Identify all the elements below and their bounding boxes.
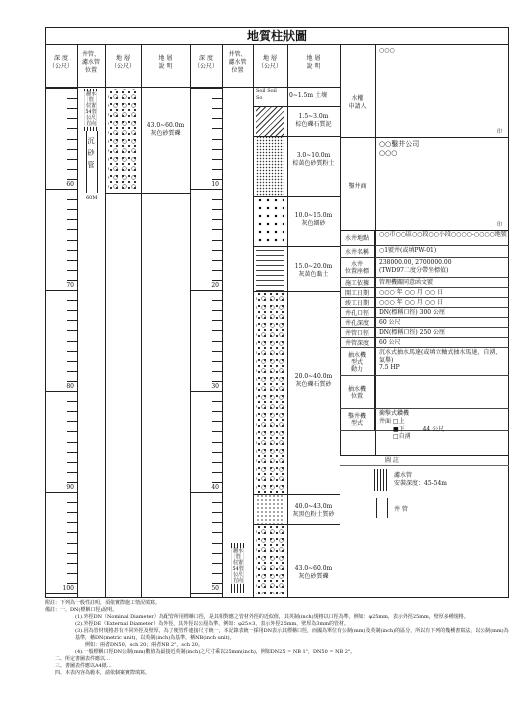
info-row-label: 鑿井機 型式 — [340, 409, 375, 431]
depth-tick — [212, 512, 222, 513]
depth-tick — [67, 472, 77, 473]
depth-tick — [190, 391, 222, 392]
depth-tick — [67, 300, 77, 301]
depth-tick — [67, 482, 77, 483]
depth-tick — [67, 512, 77, 513]
layer-boundary — [253, 246, 340, 247]
header-layer-2: 地 層 （公尺） — [257, 55, 282, 70]
depth-tick — [67, 98, 77, 99]
depth-tick-label: 20 — [211, 282, 219, 289]
depth-tick — [212, 169, 222, 170]
footer-notes — [45, 600, 509, 677]
depth-tick-label: 40 — [211, 484, 219, 491]
pump-option-artesian: □自湧 — [393, 433, 411, 440]
depth-tick — [45, 290, 77, 291]
footer-line: 四、本表內容為範本，請依個案實際填寫。 — [55, 670, 151, 676]
depth-tick — [212, 250, 222, 251]
lithology-silt — [256, 136, 284, 196]
depth-tick — [67, 371, 77, 372]
layer-desc-8 — [287, 565, 340, 580]
info-row — [340, 278, 509, 288]
depth-tick — [190, 593, 222, 594]
applicant-value: ○○○ — [379, 47, 395, 54]
depth-tick — [212, 522, 222, 523]
pump-option-up: 井面 □上 — [379, 418, 405, 425]
depth-tick — [67, 421, 77, 422]
depth-tick — [190, 88, 222, 89]
depth-tick — [67, 108, 77, 109]
depth-scale-left — [45, 88, 77, 593]
depth-tick — [67, 320, 77, 321]
info-row — [340, 246, 509, 258]
footer-line: 備註：一、DN(標稱口徑)說明。 — [45, 607, 118, 613]
col-line — [253, 45, 254, 598]
depth-tick — [190, 290, 222, 291]
depth-tick — [67, 330, 77, 331]
depth-tick — [212, 361, 222, 362]
driller-seal: 印 — [497, 222, 503, 228]
depth-tick — [212, 199, 222, 200]
layer-boundary — [253, 196, 340, 197]
lithology-silty-sand — [256, 494, 284, 524]
depth-tick — [67, 139, 77, 140]
legend-screen-label: 濾水管 安裝深度：45-54m — [394, 472, 447, 487]
depth-tick — [67, 169, 77, 170]
info-row-value: 管理機關同意函文號 — [379, 279, 434, 286]
depth-tick — [212, 179, 222, 180]
depth-tick — [67, 149, 77, 150]
layer-desc-5 — [287, 263, 340, 278]
sand-pipe-label: 沉 砂 管 — [87, 137, 95, 169]
depth-tick-label: 100 — [62, 585, 74, 592]
depth-tick — [67, 522, 77, 523]
depth-tick-label: 50 — [211, 585, 219, 592]
depth-tick — [212, 341, 222, 342]
depth-tick — [67, 502, 77, 503]
info-row — [340, 338, 509, 348]
info-row-value: 60 公尺 — [379, 339, 401, 346]
layer-range: 10.0~15.0m — [294, 212, 333, 219]
form-title: 地質柱狀圖 — [45, 27, 509, 45]
depth-tick — [67, 128, 77, 129]
legend-pipe-icon — [376, 498, 388, 518]
depth-tick — [67, 351, 77, 352]
pump-position-values — [379, 418, 444, 441]
depth-tick — [67, 219, 77, 220]
layer-desc-3 — [287, 152, 340, 167]
layer-desc-6 — [287, 373, 340, 388]
info-row-label: 開工日期 — [340, 288, 375, 298]
depth-tick — [212, 240, 222, 241]
screen-pipe-label-mid: 濾水 管 位置 54管 公尺 方向 — [229, 548, 247, 584]
layer-text: 灰色礫石質砂 — [295, 380, 332, 388]
depth-tick — [212, 330, 222, 331]
footer-line: (4).一般標稱口徑DN公制(mm)數值為最接近英制(inch)之尺寸乘以25mm(inch)，例如DN25 = NB 1"，DN50 = NB 2"。 — [75, 649, 356, 655]
depth-tick — [67, 583, 77, 584]
layer-range: 43.0~60.0m — [294, 565, 333, 572]
info-row — [340, 258, 509, 278]
layer-text: 灰黑色粉土質砂 — [292, 510, 335, 518]
depth-tick — [67, 462, 77, 463]
footer-line: 例如：兩者DN50，sch 20；兩者NB 2"，sch 20。 — [85, 642, 203, 648]
info-row-label: 水井地點 — [340, 230, 375, 246]
col-line — [105, 45, 106, 598]
layer-boundary — [253, 136, 340, 137]
depth-tick — [67, 209, 77, 210]
info-row-label: 井管深度 — [340, 338, 375, 348]
layer-desc-1 — [289, 92, 339, 100]
depth-scale-mid — [190, 88, 222, 593]
info-row-value: 衝擊式鑽機 — [379, 410, 410, 417]
depth-tick — [67, 411, 77, 412]
header-layer: 地 層 （公尺） — [110, 55, 135, 70]
info-row-value: ○○○ 年 ○○ 月 ○○ 日 — [379, 289, 444, 296]
depth-tick — [212, 482, 222, 483]
depth-tick — [212, 472, 222, 473]
legend-top — [340, 455, 509, 456]
layer-range: 1.5~3.0m — [298, 113, 329, 120]
depth-tick — [67, 553, 77, 554]
info-row-value: 238000.00, 2700000.00 (TWD97二度分帶坐標值) — [379, 259, 452, 274]
lithology-gravelly-sand — [256, 291, 284, 494]
depth-tick — [67, 118, 77, 119]
footer-line: 二、所定書圖表件應以… — [55, 656, 111, 662]
soil-label: Soil — [256, 88, 266, 94]
depth-tick — [212, 431, 222, 432]
depth-tick — [67, 431, 77, 432]
depth-tick — [212, 401, 222, 402]
info-row — [340, 230, 509, 246]
lithology-soil — [256, 88, 284, 106]
depth-tick — [67, 280, 77, 281]
legend-screen-icon — [374, 469, 388, 491]
depth-tick — [212, 280, 222, 281]
depth-tick — [212, 300, 222, 301]
info-row-value: ○1號井(或填PW-01) — [379, 247, 437, 254]
depth-tick — [212, 452, 222, 453]
depth-tick — [212, 532, 222, 533]
depth-tick — [67, 270, 77, 271]
header-depth: 深 度 （公尺） — [48, 55, 73, 70]
info-divider — [340, 137, 375, 138]
header-well-position-2: 井管、 濾水管 位置 — [228, 51, 247, 74]
driller-value: ○○鑿井公司 ○○○ — [379, 140, 420, 157]
layer-desc-7 — [287, 503, 340, 518]
depth-tick — [212, 421, 222, 422]
info-divider — [375, 137, 509, 138]
depth-tick — [67, 260, 77, 261]
info-row-label: 井孔深度 — [340, 318, 375, 328]
depth-tick — [45, 593, 77, 594]
depth-tick — [212, 209, 222, 210]
info-row — [340, 328, 509, 338]
pump-depth: 44 公尺 — [422, 425, 445, 433]
depth-tick — [67, 229, 77, 230]
depth-tick — [67, 240, 77, 241]
layer-boundary — [253, 524, 340, 525]
depth-tick — [190, 189, 222, 190]
depth-tick — [67, 401, 77, 402]
info-row — [340, 298, 509, 308]
layer-boundary — [105, 193, 190, 194]
screen-pipe-label: 濾水 管 位置 54管 公尺 方向 — [85, 91, 97, 127]
depth-tick — [45, 492, 77, 493]
lithology-sandy-gravel — [256, 524, 284, 594]
depth-tick — [212, 108, 222, 109]
depth-tick — [212, 149, 222, 150]
info-row — [340, 308, 509, 318]
depth-tick — [212, 351, 222, 352]
soil-label: So — [256, 95, 263, 101]
layer-range: 40.0~43.0m — [294, 503, 333, 510]
legend-title: 圖 註 — [385, 457, 399, 464]
lithology-clay — [256, 246, 284, 291]
info-row-value: DN(標稱口徑) 250 公厘 — [379, 329, 446, 336]
info-row — [340, 318, 509, 328]
depth-tick-label: 10 — [211, 181, 219, 188]
info-row-value: ○○市○○區○○段○○小段○○○○-○○○○地號 — [379, 231, 507, 238]
info-row — [340, 288, 509, 298]
depth-tick — [45, 391, 77, 392]
depth-tick-label: 60 — [66, 181, 74, 188]
info-row — [340, 348, 509, 376]
depth-tick — [67, 341, 77, 342]
depth-tick — [67, 310, 77, 311]
info-row-label: 竣工日期 — [340, 298, 375, 308]
info-row — [340, 376, 509, 409]
pump-option-down: ■下 — [393, 425, 405, 433]
depth-tick — [212, 159, 222, 160]
info-row-label: 抽水機 位置 — [340, 376, 375, 409]
depth-tick — [212, 381, 222, 382]
layer-text: 土壤 — [315, 92, 328, 99]
header-well-position: 井管、 濾水管 位置 — [81, 51, 100, 74]
depth-tick — [212, 462, 222, 463]
depth-tick-label: 70 — [66, 282, 74, 289]
depth-tick — [212, 411, 222, 412]
info-row-label: 施工依據 — [340, 278, 375, 288]
col-line — [222, 45, 223, 598]
depth-tick — [212, 310, 222, 311]
info-row-label: 抽水機 型式 動力 — [340, 348, 375, 376]
layer-text: 棕色礫石質泥 — [295, 120, 332, 128]
layer-boundary — [253, 106, 340, 107]
depth-tick — [212, 543, 222, 544]
depth-tick — [212, 260, 222, 261]
info-row-label: 井孔口徑 — [340, 308, 375, 318]
depth-tick — [212, 563, 222, 564]
info-row-label: 水井 位置座標 — [340, 258, 375, 278]
info-row-value: ○○○ 年 ○○ 月 ○○ 日 — [379, 299, 444, 306]
depth-tick — [212, 553, 222, 554]
depth-tick — [212, 219, 222, 220]
applicant-seal: 印 — [497, 129, 503, 135]
depth-tick — [190, 492, 222, 493]
depth-tick — [212, 502, 222, 503]
depth-tick — [67, 573, 77, 574]
depth-tick — [67, 452, 77, 453]
depth-tick — [212, 98, 222, 99]
depth-tick — [67, 199, 77, 200]
depth-tick — [67, 543, 77, 544]
layer-text: 灰色細砂 — [301, 219, 326, 227]
driller-label: 鑿井商 — [348, 183, 367, 190]
depth-tick — [212, 320, 222, 321]
layer-desc-left-text: 灰色砂質礫 — [150, 130, 181, 137]
layer-range: 0~1.5m — [289, 92, 314, 99]
lithology-gravel-mud — [256, 106, 284, 136]
depth-tick — [212, 270, 222, 271]
depth-tick-label: 30 — [211, 383, 219, 390]
lithology-fine-sand — [256, 196, 284, 246]
header-description: 地 層 說 明 — [158, 55, 173, 70]
depth-tick-label: 80 — [66, 383, 74, 390]
layer-boundary — [253, 494, 340, 495]
depth-tick — [67, 563, 77, 564]
footer-line: (1).外徑DN（Nominal Diameter）為配管所用標稱口徑，是其相對應之管材外徑的近似值，其英制(inch)規格以口徑為準，例如：φ25mm，表示外徑25mm，壁厚多種規格。 — [75, 614, 469, 620]
layer-text: 棕黃色砂質粉土 — [292, 159, 335, 167]
depth-tick — [67, 442, 77, 443]
depth-tick — [67, 381, 77, 382]
header-description-2: 地 層 說 明 — [306, 55, 321, 70]
depth-tick — [45, 189, 77, 190]
depth-tick — [212, 573, 222, 574]
layer-desc-4 — [287, 212, 340, 227]
layer-range: 3.0~10.0m — [296, 152, 331, 159]
depth-tick — [212, 371, 222, 372]
footer-line: 附註：下列為一般性註明，須依實際施工情況填寫。 — [45, 600, 161, 606]
depth-tick — [67, 532, 77, 533]
bottom-marker-label: 60M — [86, 195, 98, 201]
col-line — [77, 45, 78, 598]
layer-range: 20.0~40.0m — [294, 373, 333, 380]
depth-tick — [212, 442, 222, 443]
footer-line: (2).外徑DE（External Diameter）為外徑，其外徑以公厘為準，例如：φ25×3，表示外徑25mm，壁厚為3mm的管材。 — [75, 621, 349, 627]
legend-pipe-label: 井 管 — [394, 506, 408, 513]
info-row-value: 沉水式抽水馬達(或填立軸式抽水馬達、自湧、氣舉) 7.5 HP — [379, 349, 502, 371]
footer-line: 三、書圖表件應以A4紙… — [55, 663, 112, 669]
info-row-label: 水井名稱 — [340, 246, 375, 258]
layer-desc-left-range: 43.0~60.0m — [146, 122, 185, 129]
layer-range: 15.0~20.0m — [294, 263, 333, 270]
header-depth-2: 深 度 （公尺） — [193, 55, 218, 70]
depth-tick — [212, 229, 222, 230]
info-row-value: DN(標稱口徑) 300 公厘 — [379, 309, 446, 316]
depth-tick-label: 90 — [66, 484, 74, 491]
depth-tick — [212, 118, 222, 119]
depth-tick — [67, 250, 77, 251]
layer-desc-2 — [287, 113, 340, 128]
depth-tick — [45, 88, 77, 89]
depth-tick — [67, 361, 77, 362]
info-row-label: 井管口徑 — [340, 328, 375, 338]
soil-label: Soil — [267, 88, 277, 94]
depth-tick — [67, 179, 77, 180]
footer-line: (3).因為管材規格甚有不同外徑及壁厚，為了便管件連接尺寸統一，本記錄表統一採用DN表示其標稱口徑，而國為單位有公制(mm)及英制(inch)的區分，所以有下列的幾種書寫法，以公制(mm)為基準，稱DN(metric unit)，以英制(inch)為基準，稱NB(inch unit)， — [75, 628, 509, 641]
layer-text: 灰黃色黏土 — [298, 270, 329, 278]
depth-tick — [212, 128, 222, 129]
applicant-label: 水權 申請人 — [348, 95, 367, 110]
lithology-gravel-left — [108, 89, 138, 193]
layer-text: 灰色砂質礫 — [298, 572, 329, 580]
depth-tick — [212, 139, 222, 140]
depth-tick — [212, 583, 222, 584]
info-row-value: 60 公尺 — [379, 319, 401, 326]
depth-tick — [67, 159, 77, 160]
legend-divider — [340, 465, 509, 466]
layer-boundary — [253, 291, 340, 292]
